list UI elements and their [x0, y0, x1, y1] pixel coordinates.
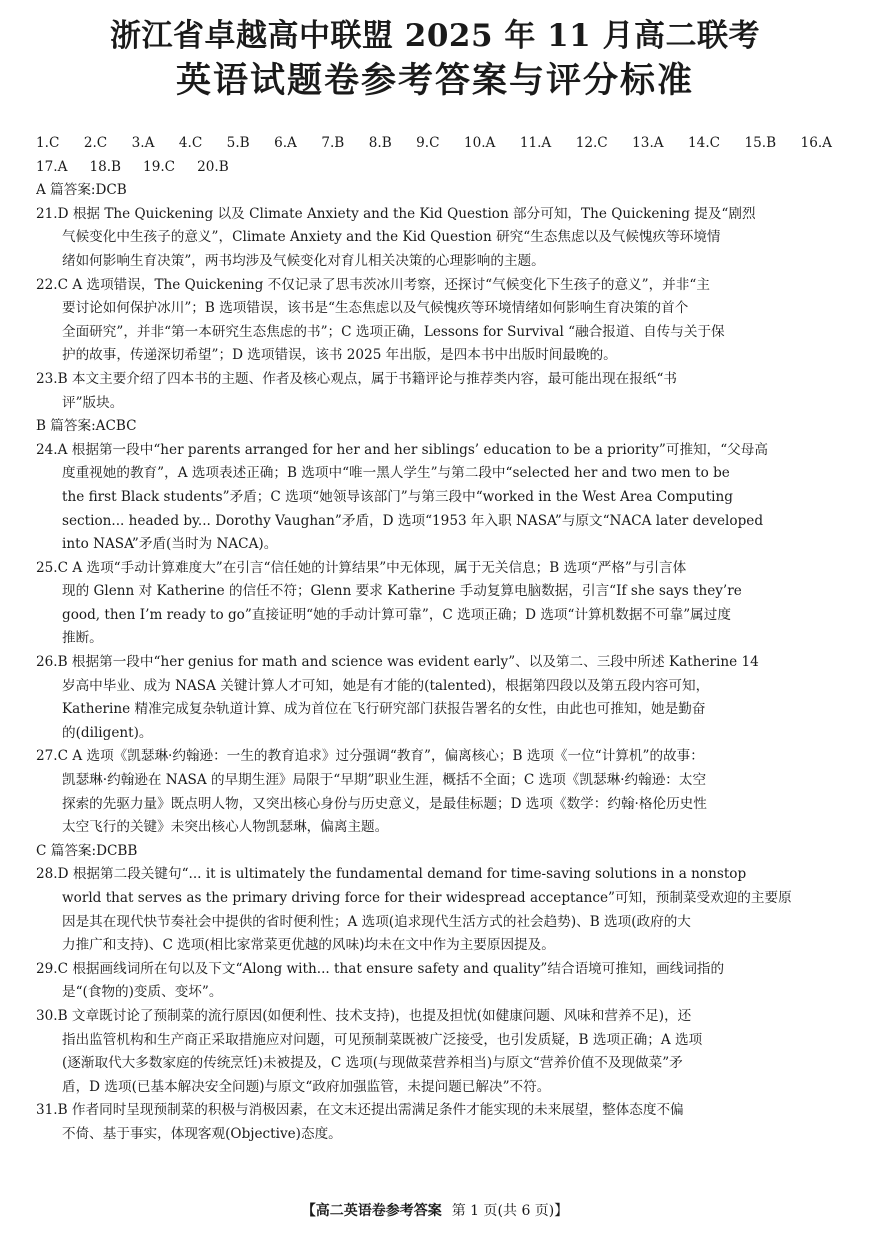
- mc-answer: 9.C: [416, 135, 440, 151]
- mc-answer: 7.B: [321, 135, 345, 151]
- text-line: A 篇答案:DCB: [36, 182, 127, 199]
- text-line: 岁高中毕业、成为 NASA 关键计算人才可知，她是有才能的(talented)，根据第四段以及第五段内容可知，: [62, 677, 710, 694]
- mc-answer: 1.C: [36, 135, 60, 151]
- text-line: 指出监管机构和生产商正采取措施应对问题，可见预制菜既被广泛接受，也引发质疑，B 选项正确；A 选项: [62, 1031, 703, 1048]
- text-line: 评”版块。: [62, 394, 124, 411]
- mc-answer: 5.B: [226, 135, 250, 151]
- mc-answer: 10.A: [463, 135, 496, 151]
- text-line: 29.C 根据画线词所在句以及下文“Along with... that ensure safety and quality”结合语境可推知，画线词指的: [36, 960, 725, 977]
- answer-content: [36, 132, 836, 1147]
- text-line: 是“(食物的)变质、变坏”。: [62, 984, 223, 1001]
- text-line: 24.A 根据第一段中“her parents arranged for her and her siblings’ education to be a priority”可推知，“父母高: [36, 441, 768, 458]
- text-line: 推断。: [62, 630, 103, 647]
- explanation-lines: [36, 179, 836, 1146]
- mc-answer: 20.B: [197, 158, 229, 175]
- mc-answer: 19.C: [143, 158, 176, 175]
- document-subtitle: 英语试题卷参考答案与评分标准: [175, 60, 694, 101]
- text-line: B 篇答案:ACBC: [36, 418, 137, 435]
- text-line: 21.D 根据 The Quickening 以及 Climate Anxiety and the Kid Question 部分可知，The Quickening 提及“剧烈: [36, 205, 756, 222]
- text-line: 绪如何影响生育决策”，两书均涉及气候变化对育儿相关决策的心理影响的主题。: [62, 252, 545, 269]
- text-line: 23.B 本文主要介绍了四本书的主题、作者及核心观点，属于书籍评论与推荐类内容，最可能出现在报纸“书: [36, 370, 678, 387]
- text-line: 现的 Glenn 对 Katherine 的信任不符；Glenn 要求 Katherine 手动复算电脑数据，引言“If she says they’re: [62, 583, 742, 600]
- mc-answer: 18.B: [89, 158, 122, 175]
- text-line: 30.B 文章既讨论了预制菜的流行原因(如便利性、技术支持)，也提及担忧(如健康问题、风味和营养不足)，还: [36, 1007, 692, 1024]
- text-line: into NASA”矛盾(当时为 NACA)。: [62, 536, 278, 553]
- text-line: 不倚、基于事实，体现客观(Objective)态度。: [62, 1125, 342, 1142]
- text-line: 28.D 根据第二段关键句“... it is ultimately the fundamental demand for time-saving solutions in a nonstop: [36, 866, 747, 883]
- mc-answer: 11.A: [519, 135, 552, 151]
- mc-answer: 15.B: [744, 135, 777, 151]
- mc-answer: 4.C: [178, 135, 203, 151]
- mc-answer: 17.A: [36, 158, 68, 175]
- text-line: 太空飞行的关键》未突出核心人物凯瑟琳，偏离主题。: [62, 819, 389, 836]
- text-line: 气候变化中生孩子的意义”，Climate Anxiety and the Kid Question 研究“生态焦虑以及气候愧疚等环境情: [62, 229, 721, 246]
- text-line: 探索的先驱力量》既点明人物，又突出核心身份与历史意义，是最佳标题；D 选项《数学：约翰·格伦历史性: [62, 795, 707, 812]
- text-line: 26.B 根据第一段中“her genius for math and science was evident early”、以及第二、三段中所述 Katherine 14: [36, 654, 759, 671]
- text-line: 因是其在现代快节奏社会中提供的省时便利性；A 选项(追求现代生活方式的社会趋势)、B 选项(政府的大: [62, 913, 691, 930]
- mc-answer: 14.C: [688, 135, 721, 151]
- text-line: 凯瑟琳·约翰逊在 NASA 的早期生涯》局限于“早期”职业生涯，概括不全面；C 选项《凯瑟琳·约翰逊：太空: [62, 772, 707, 789]
- text-line: 度重视她的教育”，A 选项表述正确；B 选项中“唯一黑人学生”与第二段中“selected her and two men to be: [62, 465, 730, 482]
- text-line: 27.C A 选项《凯瑟琳·约翰逊：一生的教育追求》过分强调“教育”，偏离核心；B 选项《一位“计算机”的故事：: [36, 748, 704, 765]
- text-line: C 篇答案:DCBB: [36, 842, 138, 859]
- mc-answer: 12.C: [575, 135, 608, 151]
- mc-answer: 6.A: [274, 135, 297, 151]
- mc-answer: 2.C: [83, 135, 108, 151]
- text-line: 全面研究”，并非“第一本研究生态焦虑的书”；C 选项正确，Lessons for Survival “融合报道、自传与关于保: [62, 323, 725, 340]
- mc-answer: 8.B: [368, 135, 392, 151]
- text-line: the first Black students”矛盾；C 选项“她领导该部门”与第三段中“worked in the West Area Computing: [62, 488, 733, 505]
- mc-answer: 3.A: [131, 135, 155, 151]
- page-footer: [0, 1200, 870, 1220]
- text-line: world that serves as the primary driving force for their widespread acceptance”可知，预制菜受欢迎的主要原: [62, 890, 792, 906]
- text-line: 要讨论如何保护冰川”；B 选项错误，该书是“生态焦虑以及气候愧疚等环境情绪如何影响生育决策的首个: [62, 300, 689, 317]
- footer-page-number: 第 1 页(共 6 页)】: [451, 1203, 569, 1219]
- text-line: 的(diligent)。: [62, 724, 153, 741]
- text-line: 护的故事，传递深切希望”；D 选项错误，该书 2025 年出版，是四本书中出版时间最晚的。: [62, 347, 617, 364]
- mc-answers-row: [36, 132, 832, 156]
- text-line: 31.B 作者同时呈现预制菜的积极与消极因素，在文末还提出需满足条件才能实现的未来展望，整体态度不偏: [36, 1102, 684, 1119]
- document-title: 浙江省卓越高中联盟 2025 年 11 月高二联考: [109, 18, 761, 54]
- mc-answers-row: [36, 156, 832, 180]
- footer-label: 【高二英语卷参考答案: [301, 1203, 442, 1219]
- text-line: 22.C A 选项错误，The Quickening 不仅记录了思韦茨冰川考察，还探讨“气候变化下生孩子的意义”，并非“主: [36, 276, 710, 293]
- text-line: good, then I’m ready to go”直接证明“她的手动计算可靠”，C 选项正确；D 选项“计算机数据不可靠”属过度: [62, 606, 731, 623]
- text-line: 25.C A 选项“手动计算难度大”在引言“信任她的计算结果”中无体现，属于无关信息；B 选项“严格”与引言体: [36, 559, 687, 576]
- text-line: Katherine 精准完成复杂轨道计算、成为首位在飞行研究部门获报告署名的女性，由此也可推知，她是勤奋: [62, 701, 706, 718]
- text-line: section... headed by... Dorothy Vaughan”矛盾，D 选项“1953 年入职 NASA”与原文“NACA later developed: [62, 512, 764, 529]
- mc-answer: 16.A: [800, 135, 832, 151]
- text-line: (逐渐取代大多数家庭的传统烹饪)未被提及，C 选项(与现做菜营养相当)与原文“营养价值不及现做菜”矛: [62, 1055, 683, 1072]
- text-line: 盾，D 选项(已基本解决安全问题)与原文“政府加强监管，未提问题已解决”不符。: [62, 1078, 551, 1095]
- text-line: 力推广和支持)、C 选项(相比家常菜更优越的风味)均未在文中作为主要原因提及。: [62, 937, 555, 954]
- mc-answer: 13.A: [632, 135, 664, 151]
